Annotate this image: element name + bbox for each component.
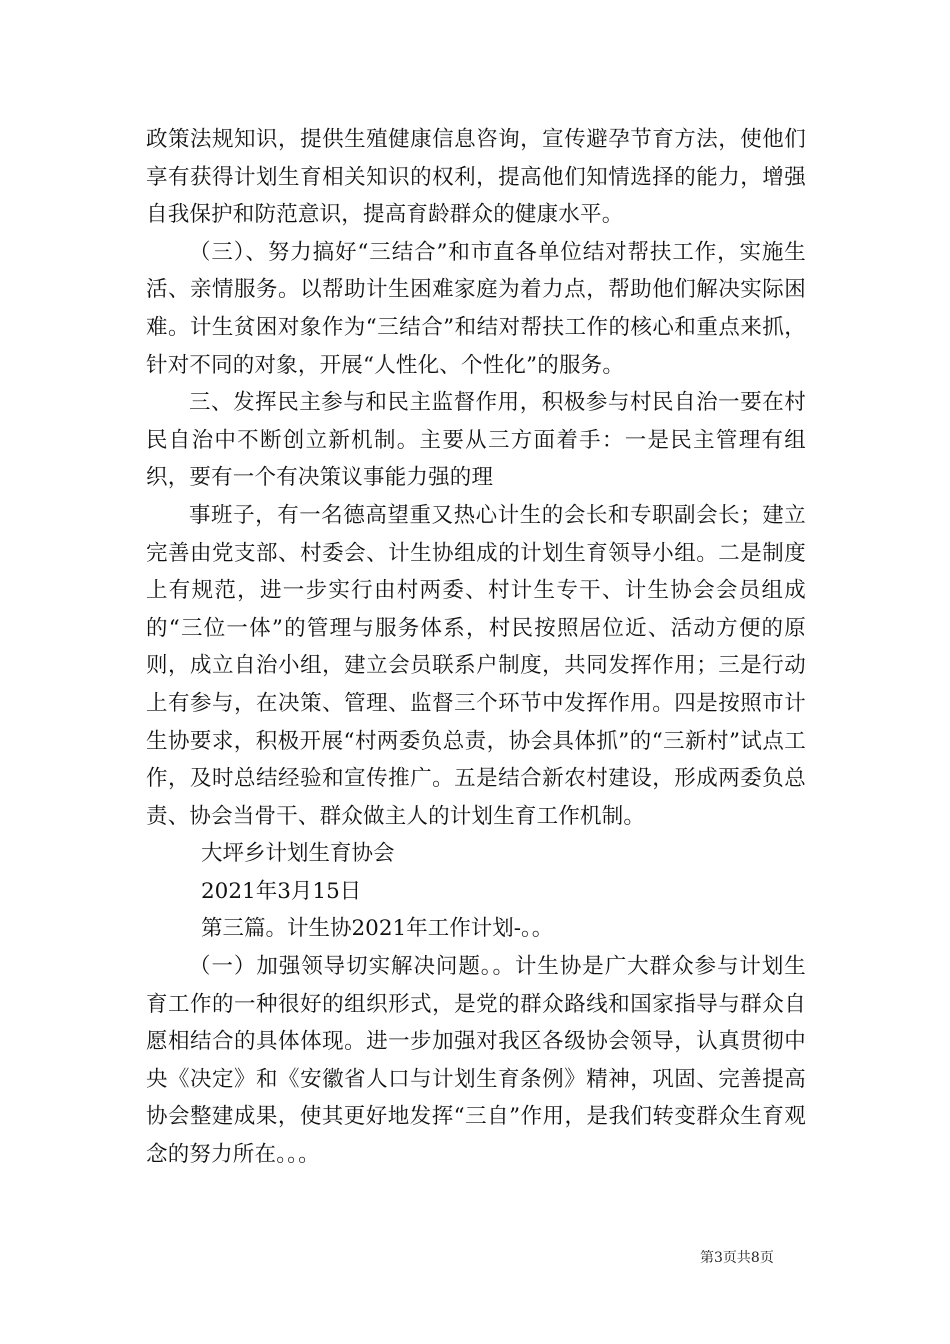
section-heading: 第三篇。计生协2021年工作计划-。。	[201, 916, 554, 942]
document-page	[146, 121, 806, 1174]
paragraph-health-knowledge: 政策法规知识，提供生殖健康信息咨询，宣传避孕节育方法，使他们享有获得计划生育相关知识的权利，提高他们知情选择的能力，增强自我保护和防范意识，提高育龄群众的健康水平。	[146, 127, 806, 228]
paragraph-strengthen-leadership: （一）加强领导切实解决问题。。计生协是广大群众参与计划生育工作的一种很好的组织形式，是党的群众路线和国家指导与群众自愿相结合的具体体现。进一步加强对我区各级协会领导，认真贯彻中央《决定》和《安徽省人口与计划生育条例》精神，巩固、完善提高协会整建成果，使其更好地发挥“三自”作用，是我们转变群众生育观念的努力所在。。。	[146, 954, 806, 1168]
paragraph-three-combination: （三）、努力搞好“三结合”和市直各单位结对帮扶工作，实施生活、亲情服务。以帮助计生困难家庭为着力点，帮助他们解决实际困难。计生贫困对象作为“三结合”和结对帮扶工作的核心和重点来抓，针对不同的对象，开展“人性化、个性化”的服务。	[146, 239, 806, 378]
paragraph-council-mechanism: 事班子，有一名德高望重又热心计生的会长和专职副会长；建立完善由党支部、村委会、计生协组成的计划生育领导小组。二是制度上有规范，进一步实行由村两委、村计生专干、计生协会会员组成的“三位一体”的管理与服务体系，村民按照居位近、活动方便的原则，成立自治小组，建立会员联系户制度，共同发挥作用；三是行动上有参与，在决策、管理、监督三个环节中发挥作用。四是按照市计生协要求，积极开展“村两委负总责，协会具体抓”的“三新村”试点工作，及时总结经验和宣传推广。五是结合新农村建设，形成两委负总责、协会当骨干、群众做主人的计划生育工作机制。	[146, 502, 806, 829]
paragraph-democratic-participation: 三、发挥民主参与和民主监督作用，积极参与村民自治一要在村民自治中不断创立新机制。主要从三方面着手：一是民主管理有组织，要有一个有决策议事能力强的理	[146, 390, 806, 491]
page-number: 第3页共8页	[700, 1250, 774, 1266]
signature-date: 2021年3月15日	[201, 878, 362, 904]
signature-organization: 大坪乡计划生育协会	[201, 841, 395, 867]
